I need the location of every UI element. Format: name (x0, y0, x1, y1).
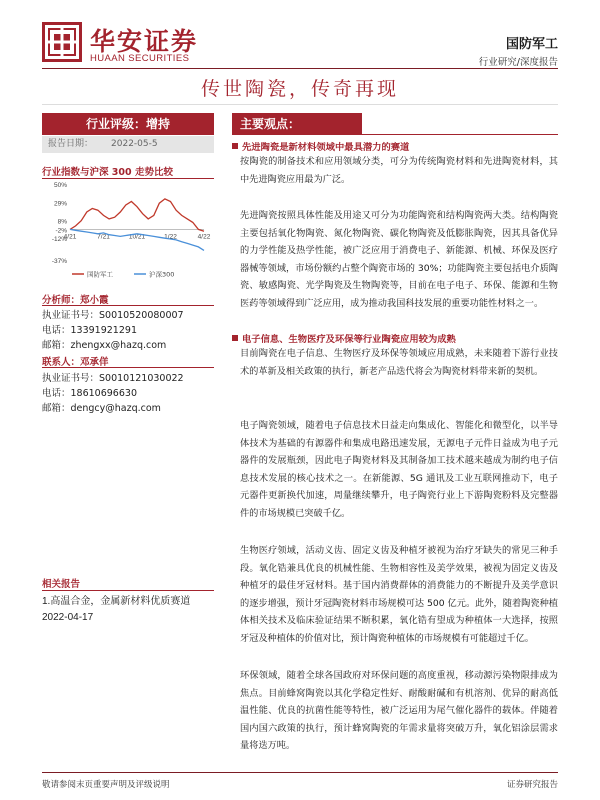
header-divider (42, 68, 558, 69)
x-tick-label: 7/21 (97, 233, 110, 241)
contact-cert: 执业证书号：S0010121030022 (42, 373, 184, 384)
section-2-paragraph-4: 环保领域，随着全球各国政府对环保问题的高度重视，移动源污染物限排成为焦点。目前蜂窝陶瓷以其化学稳定性好、耐酸耐碱和有机溶剂、优异的耐高低温性能、优良的抗菌性能等特性，被广泛运用为尾气催化器件的载体。伴随着国内国六政策的执行，预计蜂窝陶瓷的年需求量将突破万升，氧化铝涂层需求量将迭万吨。 (240, 670, 558, 752)
brand-name-en: HUAAN SECURITIES (90, 53, 190, 64)
chart-title-divider (42, 178, 214, 179)
title-divider (42, 104, 558, 105)
legend-label: 国防军工 (87, 270, 113, 279)
contact-divider (42, 367, 214, 368)
report-type: 行业研究/深度报告 (478, 57, 558, 68)
analyst-phone: 电话：13391921291 (42, 325, 137, 336)
footer-disclaimer: 敬请参阅末页重要声明及评级说明 (42, 780, 170, 790)
chart-svg (42, 180, 214, 282)
x-tick-label: 1/22 (164, 233, 177, 241)
y-tick-label: -37% (51, 258, 67, 265)
related-reports-label: 相关报告 (42, 579, 81, 590)
chart-title: 行业指数与沪深 300 走势比较 (42, 167, 173, 178)
sector-title: 国防军工 (505, 37, 558, 52)
section-heading-1: 先进陶瓷是新材料领域中最具潜力的赛道 (232, 139, 409, 153)
series-line-0 (70, 199, 204, 231)
analyst-cert: 执业证书号：S0010520080007 (42, 310, 184, 321)
x-tick-label: 4/22 (197, 233, 211, 241)
section-2-paragraph-1: 目前陶瓷在电子信息、生物医疗及环保等领域应用成熟，未来随着下游行业技术的革新及相关政策的执行，新老产品迭代将会为陶瓷材料带来新的契机。 (240, 348, 558, 377)
footer-label: 证券研究报告 (506, 780, 558, 790)
bullet-square-icon (232, 143, 238, 149)
x-tick-label: 10/21 (128, 233, 146, 241)
company-logo (42, 22, 82, 62)
contact-phone: 电话：18610696630 (42, 388, 137, 399)
x-tick-label: 4/21 (63, 233, 77, 241)
report-title: 传世陶瓷，传奇再现 (200, 78, 399, 100)
section-2-paragraph-2: 电子陶瓷领域，随着电子信息技术日益走向集成化、智能化和微型化，以半导体技术为基础的有源器件和集成电路迅速发展，无源电子元件日益成为电子元器件的发展瓶颈，因此电子陶瓷材料及其制备加工技术越来越成为制约电子信息技术发展的核心技术之一。在新能源、5G 通讯及工业互联网推动下，电子元器件更新换代加速，周量继续攀升，电子陶瓷行业上下游陶瓷粉料及完整器件的市场规模已突破千亿。 (240, 420, 558, 519)
analyst-divider (42, 305, 214, 306)
report-date (42, 136, 214, 153)
key-points-header: 主要观点： (232, 113, 362, 135)
report-date-label: 报告日期： (48, 139, 94, 149)
section-2-paragraph-3: 生物医疗领域，活动义齿、固定义齿及种植牙被视为治疗牙缺失的常见三种手段。氧化锆兼具优良的机械性能、生物相容性及美学效果，被视为固定义齿及种植牙的最佳牙冠材料。基于国内消费群体的消费能力的不断提升及美学意识的逐步增强，预计牙冠陶瓷材料市场规模可达 500 亿元。此外，随着陶瓷种植体相关技术及临床验证结果不断积累，氧化锆有望成为种植体一大选择，按照牙冠及种植体的价值对比，预计陶瓷种植体的市场规模有可能超过千亿。 (240, 545, 558, 644)
baseline-label: -2% (55, 227, 67, 235)
legend-label: 沪深300 (149, 270, 175, 279)
key-points-divider (232, 134, 558, 135)
brand-name-cn: 华安证券 (90, 27, 199, 56)
analyst-email[interactable]: 邮箱：zhengxx@hazq.com (42, 340, 167, 351)
contact-label: 联系人：邓承佯 (42, 357, 109, 368)
bullet-square-icon (232, 335, 238, 341)
related-report-date: 2022-04-17 (42, 612, 94, 623)
related-reports-divider (42, 590, 214, 591)
report-date-value: 2022-05-5 (111, 139, 158, 149)
analyst-label: 分析师：郑小霞 (42, 295, 109, 306)
y-tick-label: 8% (57, 218, 67, 226)
section-1-paragraph-1: 按陶瓷的制备技术和应用领域分类，可分为传统陶瓷材料和先进陶瓷材料，其中先进陶瓷应用最为广泛。 (240, 156, 558, 185)
contact-email[interactable]: 邮箱：dengcy@hazq.com (42, 403, 161, 414)
section-1-paragraph-2: 先进陶瓷按照具体性能及用途又可分为功能陶瓷和结构陶瓷两大类。结构陶瓷主要包括氧化物陶瓷、氮化物陶瓷、碳化物陶瓷及低膨胀陶瓷，因其具备优异的力学性能及热学性能，被广泛应用于消费电子、新能源、机械、环保及医疗器械等领域，市场份额约占整个陶瓷市场的 30%；功能陶瓷主要包括电介质陶瓷、敏感陶瓷、光学陶瓷及生物陶瓷等，目前在电子电子、环保、能源和生物医药等领域得到广泛应用，成为推动我国科技发展的重要功能性材料之一。 (240, 210, 558, 309)
section-heading-2: 电子信息、生物医疗及环保等行业陶瓷应用较为成熟 (232, 331, 456, 345)
related-report-title[interactable]: 1.高温合金，金属新材料优质赛道 (42, 596, 191, 607)
industry-rating: 行业评级：增持 (42, 113, 214, 135)
y-tick-label: -12% (51, 236, 67, 244)
y-tick-label: 50% (53, 182, 67, 189)
index-comparison-chart (42, 180, 214, 282)
footer-divider (42, 772, 558, 773)
y-tick-label: 29% (53, 200, 67, 208)
